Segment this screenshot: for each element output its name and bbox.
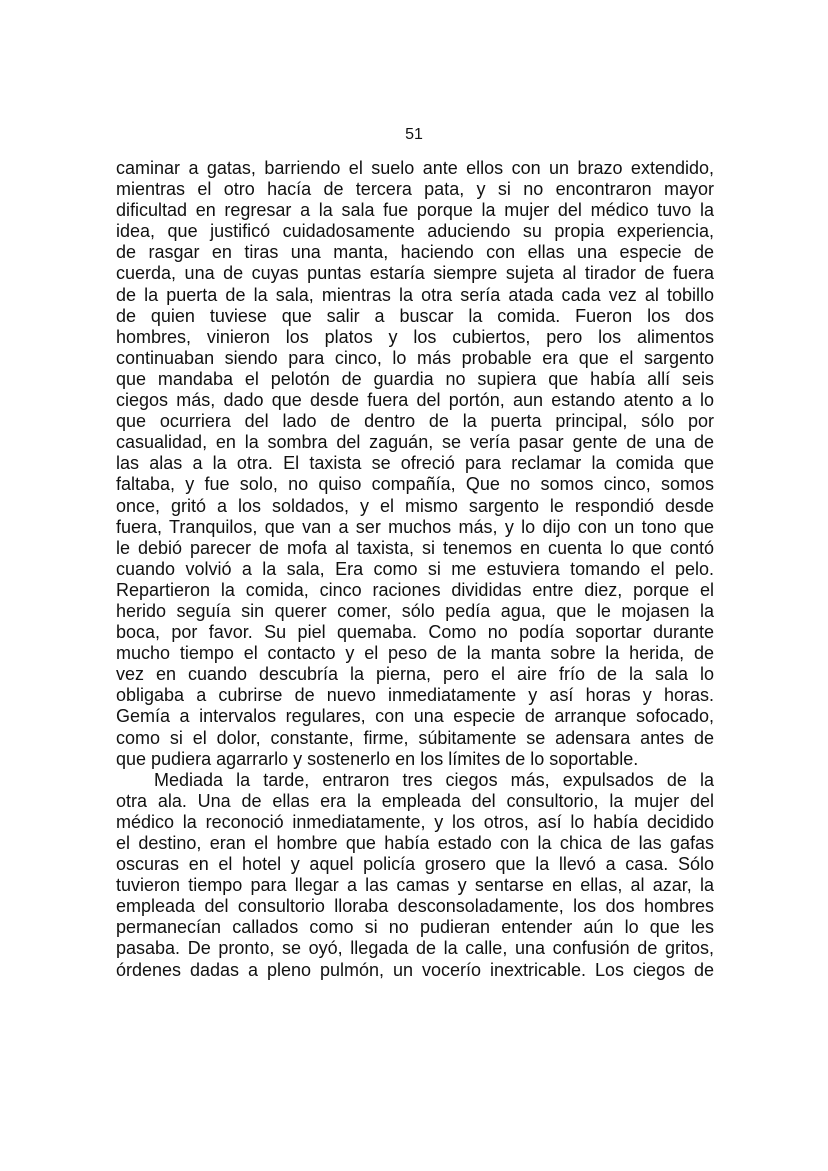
text-line: que mandaba el pelotón de guardia no supiera que había allí seis — [116, 368, 714, 389]
text-line: casualidad, en la sombra del zaguán, se vería pasar gente de una de — [116, 432, 714, 453]
text-line: ciegos más, dado que desde fuera del portón, aun estando atento a lo — [116, 390, 714, 411]
text-line: fuera, Tranquilos, que van a ser muchos más, y lo dijo con un tono que — [116, 516, 714, 537]
text-line: pasaba. De pronto, se oyó, llegada de la calle, una confusión de gritos, — [116, 938, 714, 959]
text-line: médico la reconoció inmediatamente, y los otros, así lo había decidido — [116, 811, 714, 832]
text-line: faltaba, y fue solo, no quiso compañía, Que no somos cinco, somos — [116, 474, 714, 495]
text-line: de quien tuviese que salir a buscar la comida. Fueron los dos — [116, 305, 714, 326]
text-line: once, gritó a los soldados, y el mismo sargento le respondió desde — [116, 495, 714, 516]
text-line: dificultad en regresar a la sala fue porque la mujer del médico tuvo la — [116, 200, 714, 221]
text-line: vez en cuando descubría la pierna, pero el aire frío de la sala lo — [116, 664, 714, 685]
text-line: empleada del consultorio lloraba desconsoladamente, los dos hombres — [116, 896, 714, 917]
body-text — [116, 158, 714, 981]
text-line: otra ala. Una de ellas era la empleada del consultorio, la mujer del — [116, 790, 714, 811]
text-line: de rasgar en tiras una manta, haciendo con ellas una especie de — [116, 242, 714, 263]
text-line: el destino, eran el hombre que había estado con la chica de las gafas — [116, 833, 714, 853]
paragraph-2 — [116, 770, 714, 981]
page-number: 51 — [405, 126, 423, 143]
text-line: le debió parecer de mofa al taxista, si tenemos en cuenta lo que contó — [116, 537, 714, 558]
text-line: órdenes dadas a pleno pulmón, un vocerío inextricable. Los ciegos de — [116, 959, 714, 980]
text-line: oscuras en el hotel y aquel policía grosero que la llevó a casa. Sólo — [116, 854, 714, 875]
text-line: tuvieron tiempo para llegar a las camas y sentarse en ellas, al azar, la — [116, 875, 714, 896]
text-line: obligaba a cubrirse de nuevo inmediatamente y así horas y horas. — [116, 685, 714, 706]
text-line: de la puerta de la sala, mientras la otra sería atada cada vez al tobillo — [116, 284, 714, 305]
text-line: mientras el otro hacía de tercera pata, y si no encontraron mayor — [116, 179, 714, 200]
text-line: que pudiera agarrarlo y sostenerlo en los límites de lo soportable. — [116, 748, 639, 769]
text-line: Mediada la tarde, entraron tres ciegos más, expulsados de la — [154, 769, 714, 790]
paragraph-1 — [116, 158, 714, 770]
text-line: Gemía a intervalos regulares, con una especie de arranque sofocado, — [116, 706, 714, 727]
text-line: idea, que justificó cuidadosamente aduciendo su propia experiencia, — [116, 221, 714, 242]
text-line: mucho tiempo el contacto y el peso de la manta sobre la herida, de — [116, 643, 714, 664]
text-line: como si el dolor, constante, firme, súbitamente se adensara antes de — [116, 727, 714, 748]
text-line: cuando volvió a la sala, Era como si me estuviera tomando el pelo. — [116, 558, 714, 579]
text-line: Repartieron la comida, cinco raciones divididas entre diez, porque el — [116, 579, 714, 600]
text-line: herido seguía sin querer comer, sólo pedía agua, que le mojasen la — [116, 600, 714, 621]
text-line: que ocurriera del lado de dentro de la puerta principal, sólo por — [116, 411, 714, 432]
text-line: boca, por favor. Su piel quemaba. Como no podía soportar durante — [116, 622, 714, 643]
text-line: permanecían callados como si no pudieran entender aún lo que les — [116, 917, 714, 938]
text-line: cuerda, una de cuyas puntas estaría siempre sujeta al tirador de fuera — [116, 263, 714, 284]
text-line: continuaban siendo para cinco, lo más probable era que el sargento — [116, 347, 714, 368]
text-line: hombres, vinieron los platos y los cubiertos, pero los alimentos — [116, 326, 714, 347]
text-line: caminar a gatas, barriendo el suelo ante ellos con un brazo extendido, — [116, 158, 714, 178]
text-line: las alas a la otra. El taxista se ofreció para reclamar la comida que — [116, 453, 714, 474]
